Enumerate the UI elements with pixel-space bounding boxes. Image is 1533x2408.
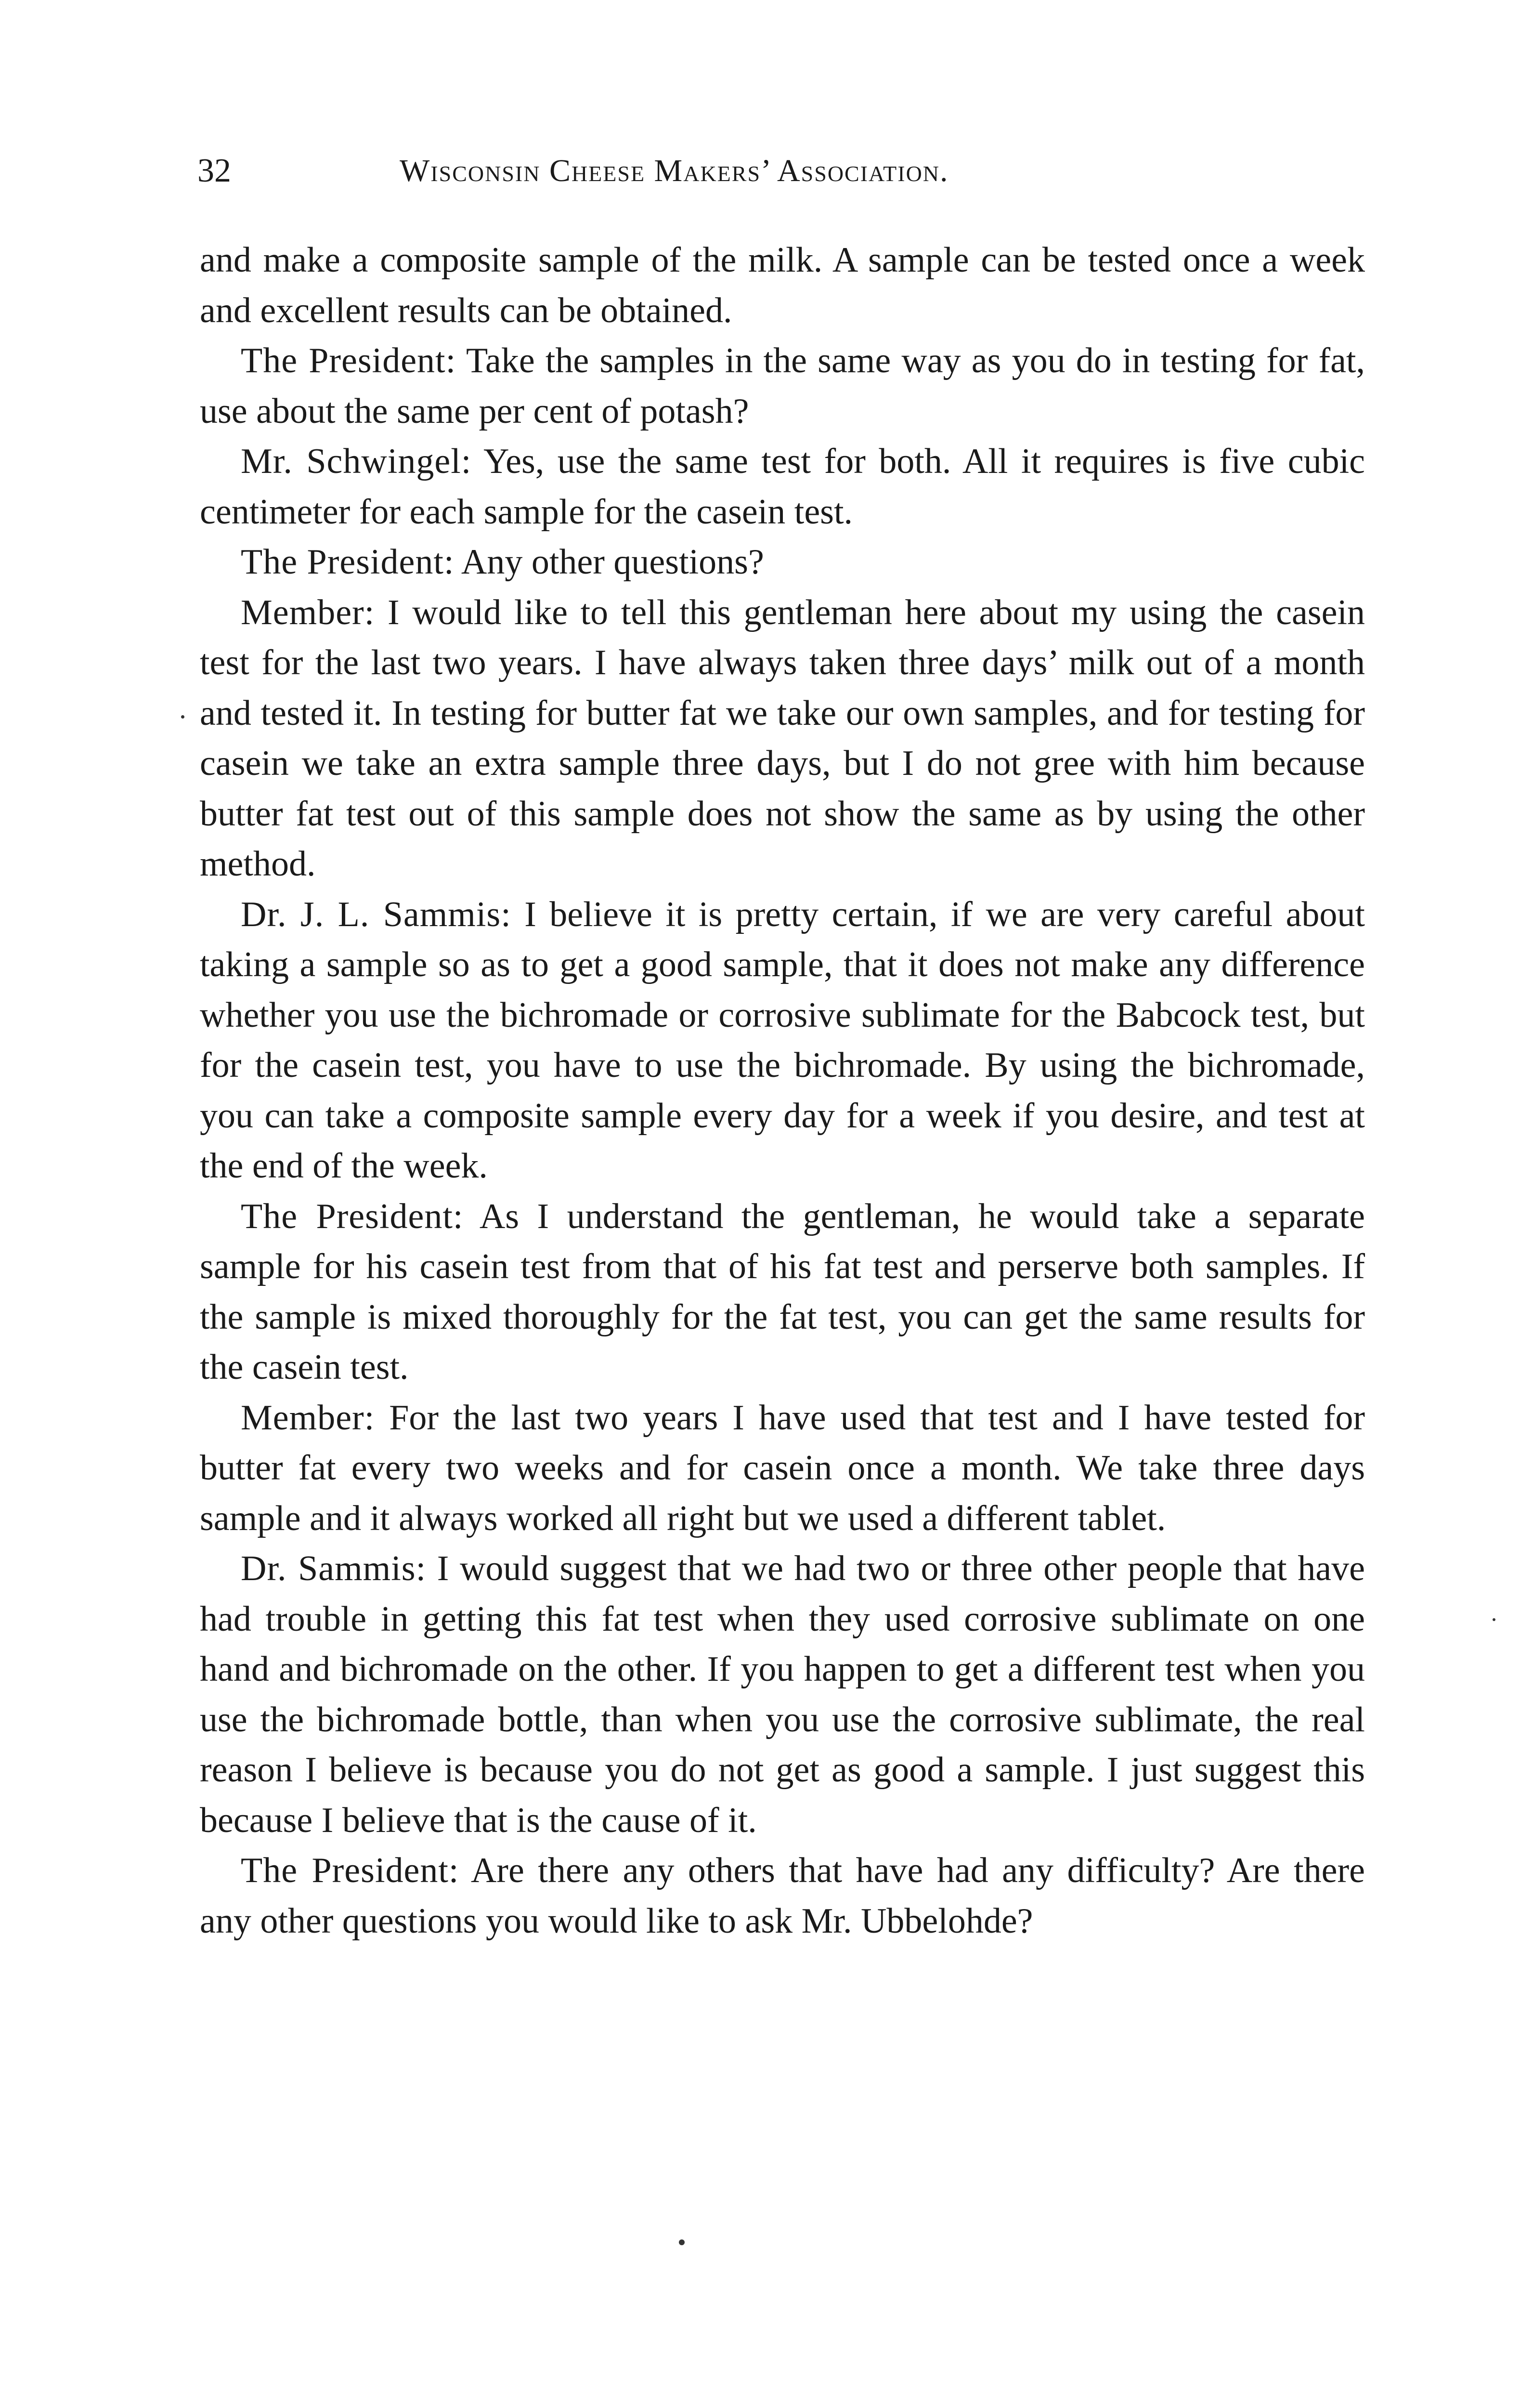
paragraph-text: I believe it is pretty certain, if we are very careful about taking a sample so as to get a good sample, that it does not make any difference whether you use the bichromade or corrosive sublimate for the Babcock test, but for the casein test, you have to use the bichromade. By using the bichromade, you can take a composite sample every day for a week if you desire, and test at the end of the week. — [200, 894, 1365, 1186]
scan-speck — [181, 715, 184, 719]
paragraph-text: Yes, use the same test for both. All it requires is five cubic centimeter for each sample for the casein test. — [200, 442, 1365, 532]
paragraph — [200, 1393, 1365, 1544]
speaker-label: Member: — [241, 592, 375, 632]
paragraph — [200, 235, 1365, 336]
paragraph — [200, 890, 1365, 1191]
paragraph-text: I would suggest that we had two or three other people that have had trouble in getting this fat test when they used corrosive sublimate on one hand and bichromade on the other. If you happen to get a different test when you use the bichromade bottle, than when you use the corrosive sublimate, the real reason I believe is because you do not get as good a sample. I just suggest this because I believe that is the cause of it. — [200, 1549, 1365, 1840]
speaker-label: Dr. Sammis: — [241, 1549, 427, 1588]
page-number: 32 — [197, 152, 231, 189]
paragraph-text: As I understand the gentleman, he would take a separate sample for his casein test from that of his fat test and perserve both samples. If the sample is mixed thoroughly for the fat test, you can get the same results for the casein test. — [200, 1196, 1365, 1387]
paragraph — [200, 436, 1365, 537]
scan-speck — [679, 2239, 685, 2245]
running-head — [197, 144, 1367, 197]
paragraph-text: I would like to tell this gentleman here about my using the casein test for the last two years. I have always taken three days’ milk out of a month and tested it. In testing for butter fat we take our own samples, and for testing for casein we take an extra sample three days, but I do not gree with him because butter fat test out of this sample does not show the same as by using the other method. — [200, 592, 1365, 884]
speaker-label: The President: — [241, 542, 455, 582]
paragraph — [200, 1191, 1365, 1393]
running-title: Wisconsin Cheese Makers’ Association. — [400, 153, 949, 188]
paragraph — [200, 1544, 1365, 1845]
paragraph — [200, 588, 1365, 890]
speaker-label: The President: — [241, 341, 456, 380]
speaker-label: The President: — [241, 1851, 459, 1890]
body-text — [200, 235, 1365, 1946]
paragraph — [200, 336, 1365, 436]
paragraph — [200, 1845, 1365, 1946]
speaker-label: Mr. Schwingel: — [241, 442, 472, 481]
scan-speck — [1493, 1618, 1495, 1621]
speaker-label: Dr. J. L. Sammis: — [241, 894, 511, 934]
paragraph-text: Any other questions? — [454, 542, 764, 582]
paragraph-text: Are there any others that have had any difficulty? Are there any other questions you would like to ask Mr. Ubbelohde? — [200, 1851, 1365, 1941]
paragraph-text: For the last two years I have used that test and I have tested for butter fat every two weeks and for casein once a month. We take three days sample and it always worked all right but we used a different tablet. — [200, 1398, 1365, 1538]
speaker-label: The President: — [241, 1196, 464, 1236]
paragraph-text: Take the samples in the same way as you do in testing for fat, use about the same per cent of potash? — [200, 341, 1365, 431]
speaker-label: Member: — [241, 1398, 375, 1438]
paragraph — [200, 537, 1365, 588]
paragraph-text: and make a composite sample of the milk. A sample can be tested once a week and excellent results can be obtained. — [200, 240, 1365, 330]
